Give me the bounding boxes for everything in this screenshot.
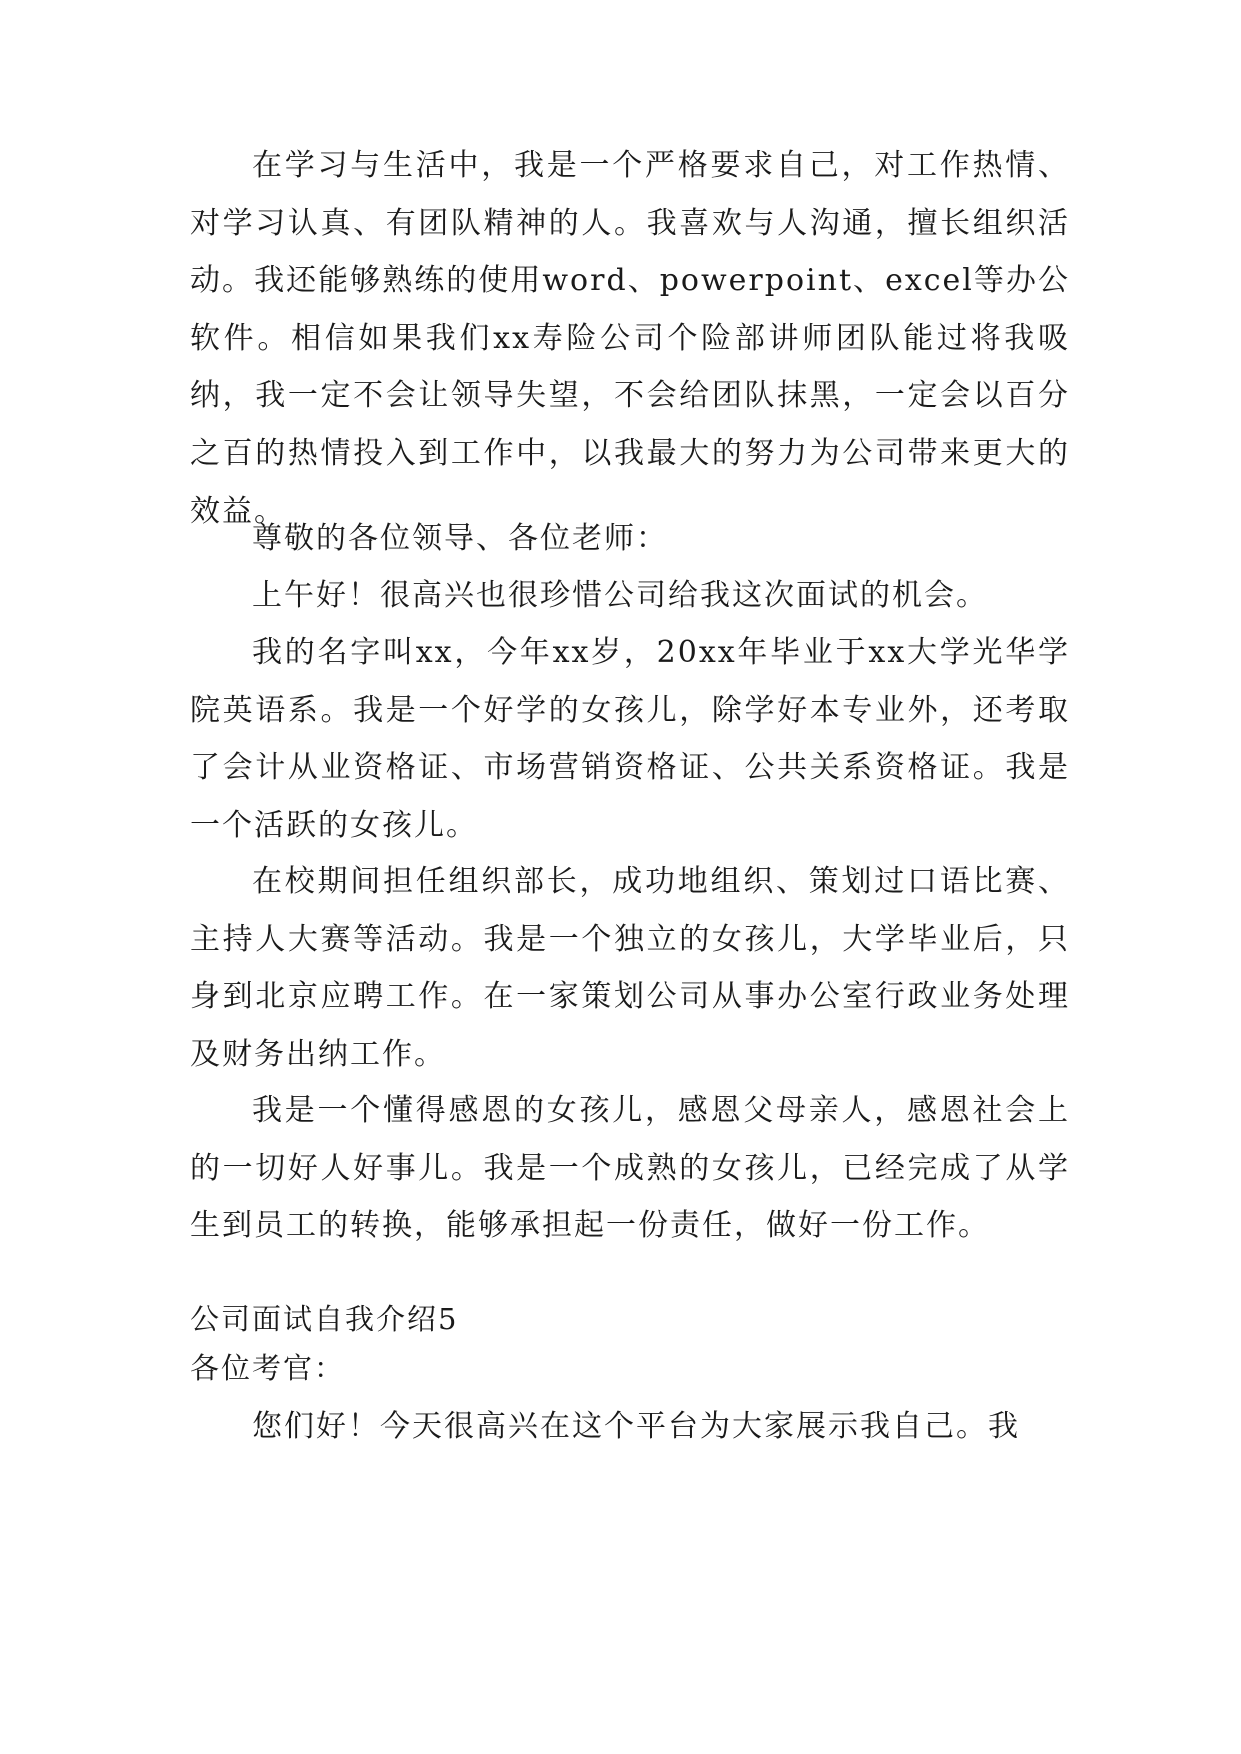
paragraph-study-life: 在学习与生活中，我是一个严格要求自己，对工作热情、对学习认真、有团队精神的人。我喜欢与人沟通，擅长组织活动。我还能够熟练的使用word、powerpoint、excel等办公软件。相信如果我们xx寿险公司个险部讲师团队能过将我吸纳，我一定不会让领导失望，不会给团队抹黑，一定会以百分之百的热情投入到工作中，以我最大的努力为公司带来更大的效益。 bbox=[190, 148, 1070, 529]
paragraph-school-experience: 在校期间担任组织部长，成功地组织、策划过口语比赛、主持人大赛等活动。我是一个独立的女孩儿，大学毕业后，只身到北京应聘工作。在一家策划公司从事办公室行政业务处理及财务出纳工作。 bbox=[190, 864, 1070, 1072]
section-title: 公司面试自我介绍5 bbox=[190, 1302, 459, 1336]
paragraph-closing: 您们好！今天很高兴在这个平台为大家展示我自己。我 bbox=[252, 1409, 1020, 1444]
paragraph-gratitude: 我是一个懂得感恩的女孩儿，感恩父母亲人，感恩社会上的一切好人好事儿。我是一个成熟的女孩儿，已经完成了从学生到员工的转换，能够承担起一份责任，做好一份工作。 bbox=[190, 1093, 1070, 1244]
paragraph-morning-greeting: 上午好！很高兴也很珍惜公司给我这次面试的机会。 bbox=[252, 578, 988, 613]
salutation: 各位考官： bbox=[190, 1351, 346, 1385]
paragraph-name-education: 我的名字叫xx，今年xx岁，20xx年毕业于xx大学光华学院英语系。我是一个好学的女孩儿，除学好本专业外，还考取了会计从业资格证、市场营销资格证、公共关系资格证。我是一个活跃的女孩儿。 bbox=[190, 635, 1070, 843]
paragraph-greeting-leaders: 尊敬的各位领导、各位老师： bbox=[252, 521, 668, 556]
